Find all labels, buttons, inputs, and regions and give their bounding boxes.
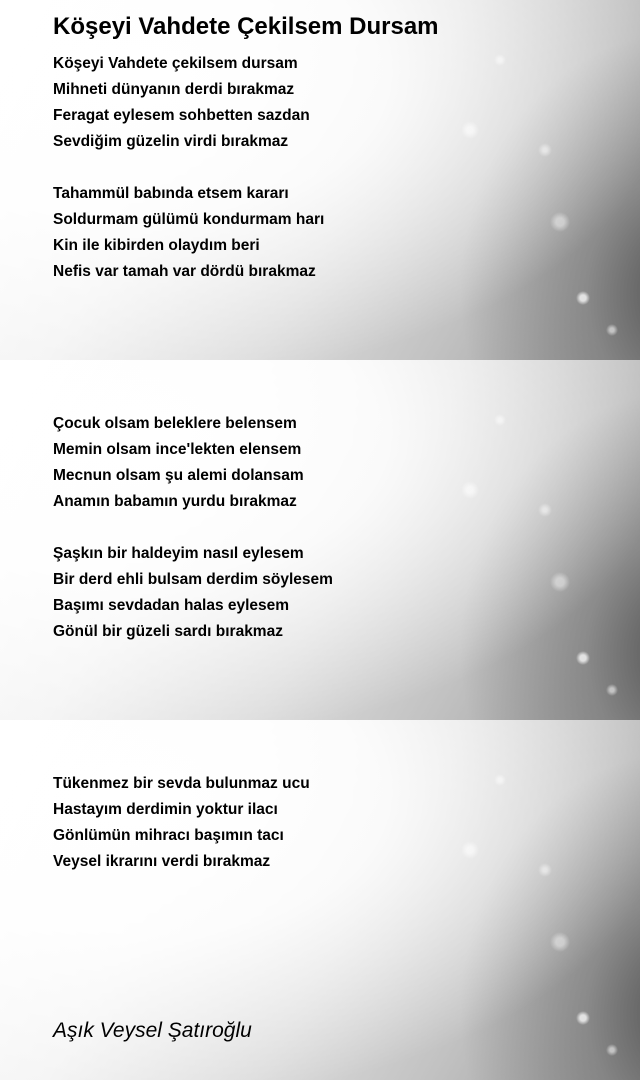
poem-line: Başımı sevdadan halas eylesem [53, 597, 290, 614]
poem-line: Tükenmez bir sevda bulunmaz ucu [53, 775, 310, 792]
poem-line: Feragat eylesem sohbetten sazdan [53, 107, 310, 124]
poem-line: Kin ile kibirden olaydım beri [53, 237, 260, 254]
poem-panel-3 [0, 720, 640, 1080]
poem-line: Tahammül babında etsem kararı [53, 185, 289, 202]
poem-author: Aşık Veysel Şatıroğlu [53, 1019, 252, 1042]
poem-title: Köşeyi Vahdete Çekilsem Dursam [53, 13, 439, 40]
poem-line: Soldurmam gülümü kondurmam harı [53, 211, 325, 228]
poem-line: Köşeyi Vahdete çekilsem dursam [53, 55, 298, 72]
poem-line: Mihneti dünyanın derdi bırakmaz [53, 81, 295, 98]
poem-line: Mecnun olsam şu alemi dolansam [53, 467, 304, 484]
poem-line: Anamın babamın yurdu bırakmaz [53, 493, 297, 510]
poem-line: Gönül bir güzeli sardı bırakmaz [53, 623, 283, 640]
stanza-2 [53, 181, 324, 285]
poem-line: Çocuk olsam beleklere belensem [53, 415, 297, 432]
poem-line: Veysel ikrarını verdi bırakmaz [53, 853, 271, 870]
poem-line: Şaşkın bir haldeyim nasıl eylesem [53, 545, 304, 562]
stanza-3 [53, 411, 304, 515]
poem-line: Memin olsam ince'lekten elensem [53, 441, 302, 458]
poem-line: Bir derd ehli bulsam derdim söylesem [53, 571, 333, 588]
stanza-5 [53, 771, 310, 875]
poem-line: Nefis var tamah var dördü bırakmaz [53, 263, 316, 280]
poem-line: Sevdiğim güzelin virdi bırakmaz [53, 133, 289, 150]
stanza-4 [53, 541, 333, 645]
poem-panel-2 [0, 360, 640, 720]
poem-line: Gönlümün mihracı başımın tacı [53, 827, 284, 844]
poem-line: Hastayım derdimin yoktur ilacı [53, 801, 278, 818]
poem-panel-1 [0, 0, 640, 360]
stanza-1 [53, 51, 310, 155]
